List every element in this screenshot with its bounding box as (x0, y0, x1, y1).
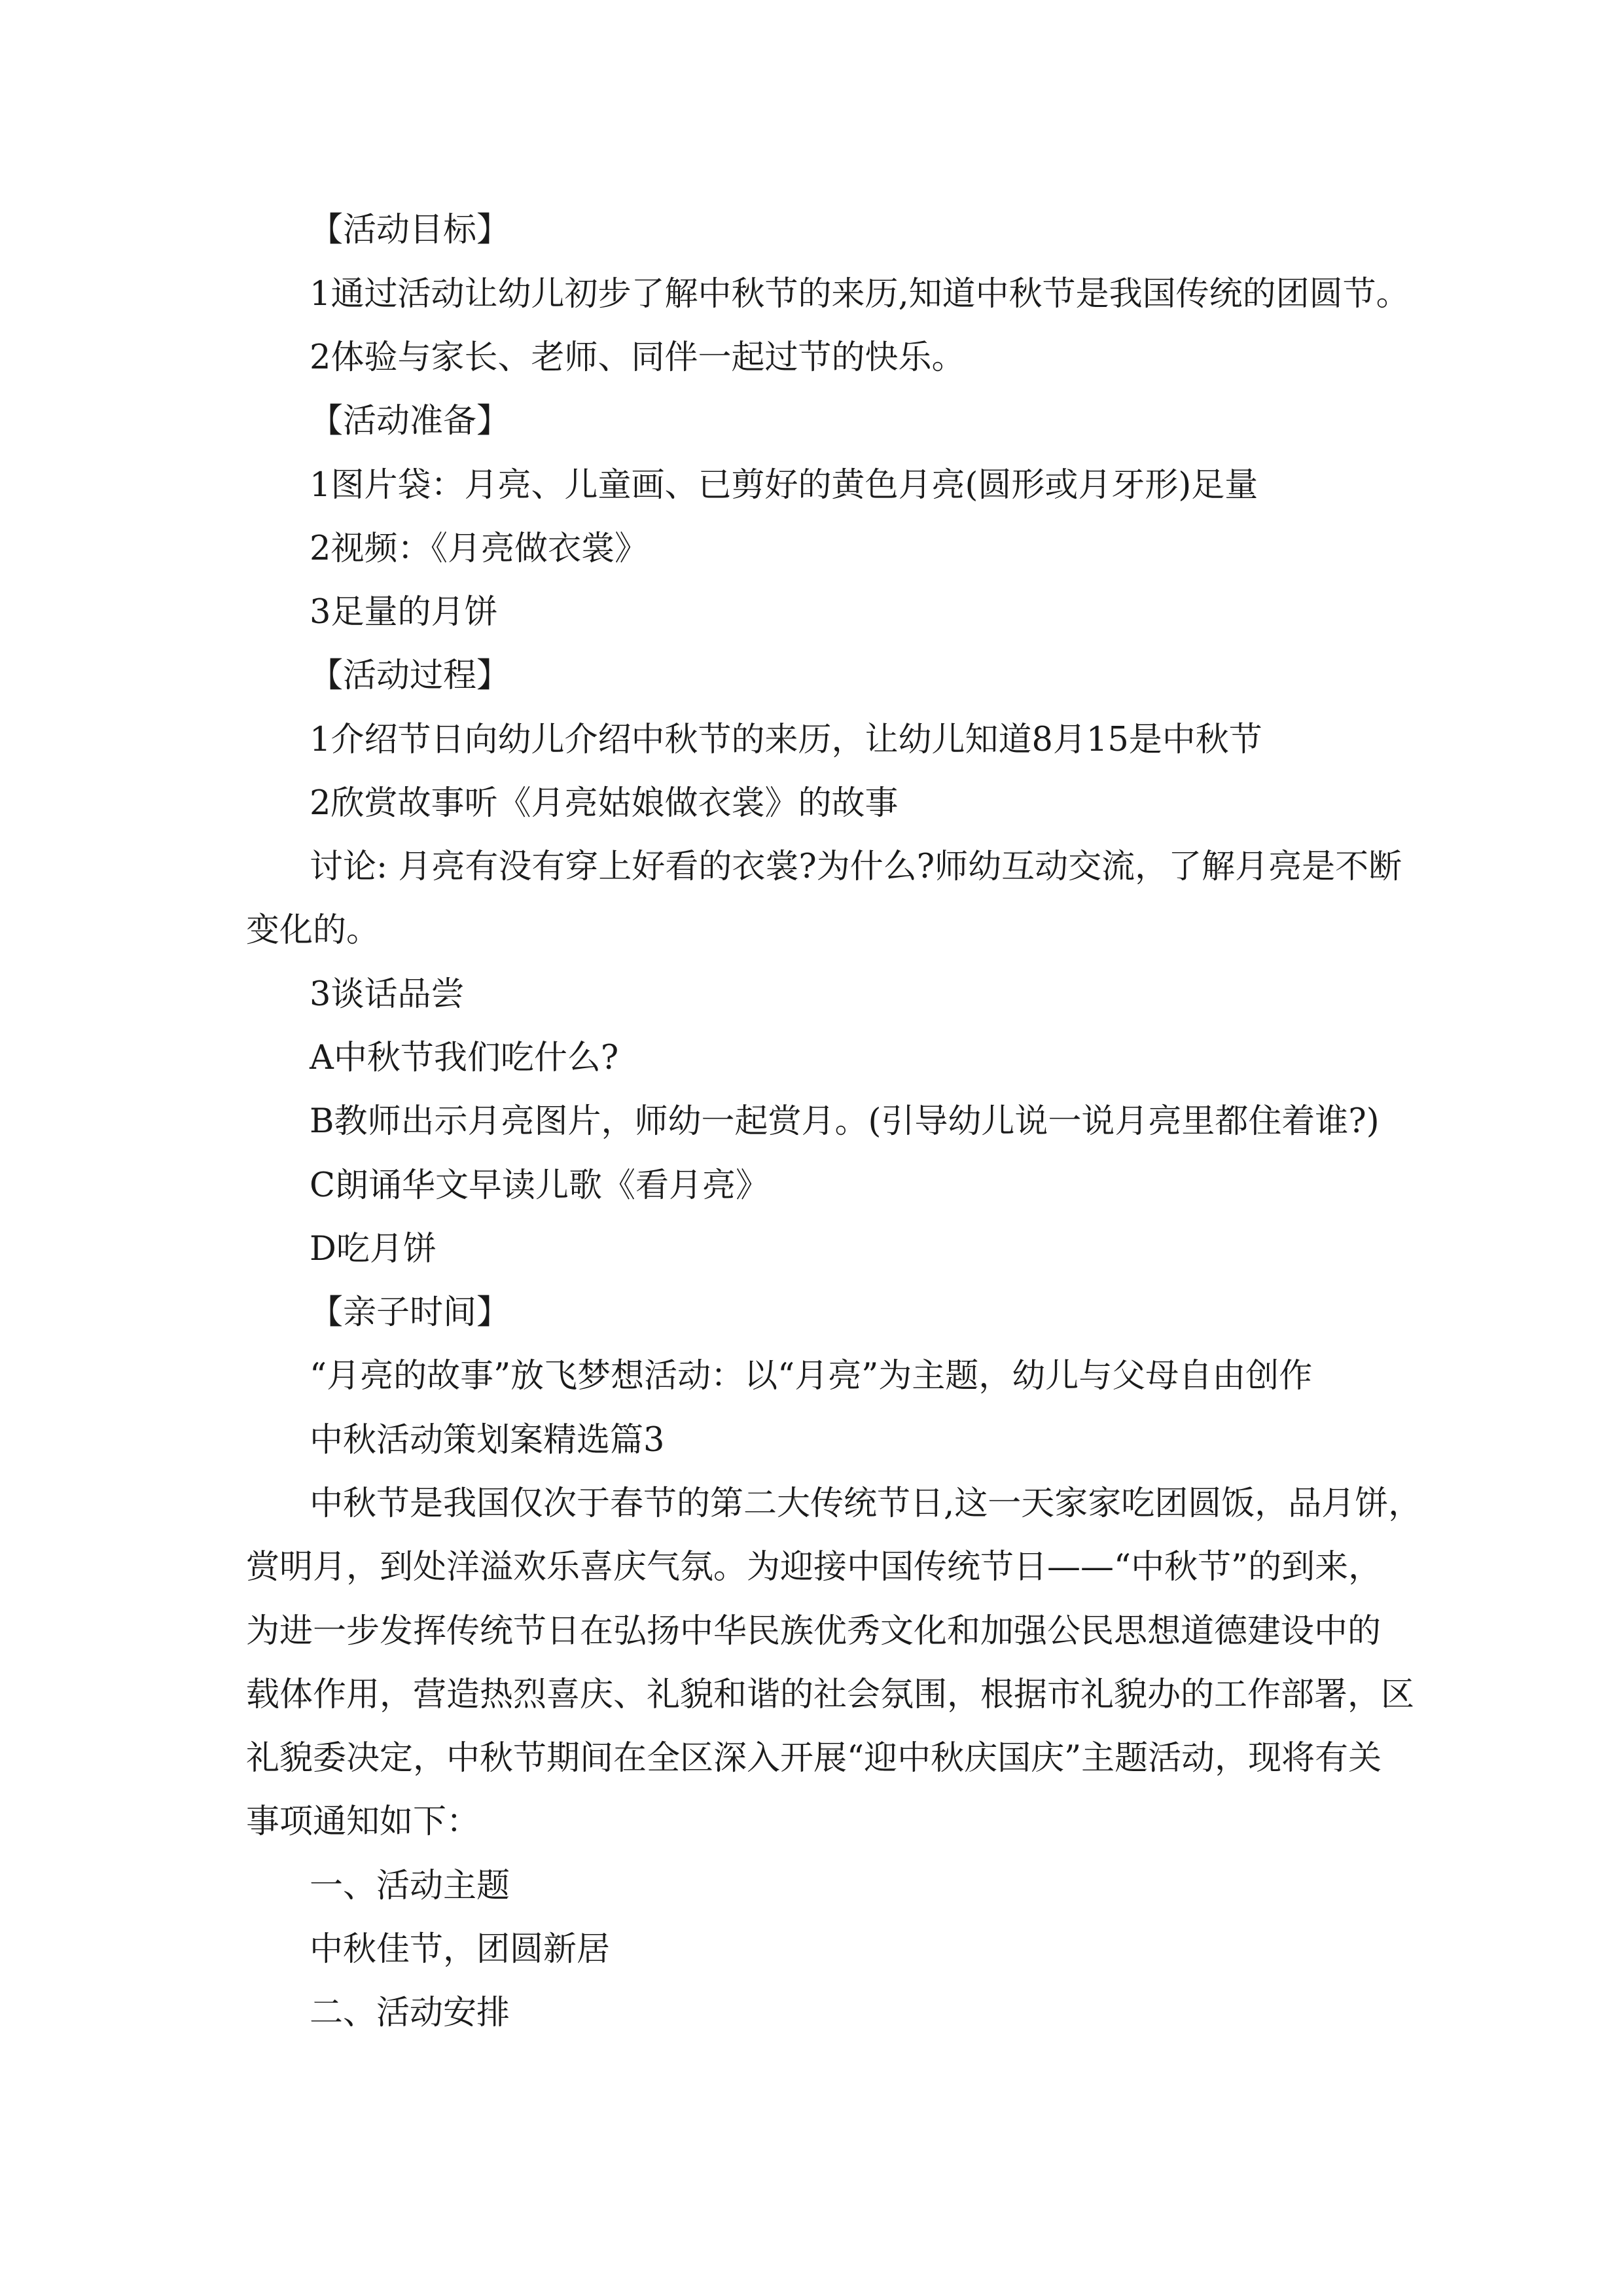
paragraph-line: 2欣赏故事听《月亮姑娘做衣裳》的故事 (310, 784, 899, 823)
section-title: 中秋活动策划案精选篇3 (310, 1421, 665, 1460)
heading-activity-process: 【活动过程】 (310, 656, 510, 695)
paragraph-line: 事项通知如下： (246, 1803, 480, 1841)
subheading-activity-theme: 一、活动主题 (310, 1867, 510, 1905)
paragraph-line: 1图片袋：月亮、儿童画、已剪好的黄色月亮(圆形或月牙形)足量 (310, 466, 1258, 505)
paragraph-line: C朗诵华文早读儿歌《看月亮》 (310, 1166, 770, 1205)
paragraph-line: 中秋佳节，团圆新居 (310, 1930, 611, 1969)
heading-activity-preparation: 【活动准备】 (310, 402, 510, 440)
paragraph-line: “月亮的故事”放飞梦想活动：以“月亮”为主题，幼儿与父母自由创作 (310, 1357, 1313, 1395)
paragraph-line: 赏明月，到处洋溢欢乐喜庆气氛。为迎接中国传统节日——“中秋节”的到来， (246, 1548, 1382, 1587)
heading-activity-goals: 【活动目标】 (310, 211, 510, 249)
paragraph-line: 礼貌委决定，中秋节期间在全区深入开展“迎中秋庆国庆”主题活动，现将有关 (246, 1739, 1382, 1778)
paragraph-line: 讨论: 月亮有没有穿上好看的衣裳?为什么?师幼互动交流，了解月亮是不断 (310, 848, 1402, 886)
paragraph-line: 2视频：《月亮做衣裳》 (310, 529, 648, 568)
subheading-activity-arrangement: 二、活动安排 (310, 1994, 510, 2032)
paragraph-line: 1通过活动让幼儿初步了解中秋节的来历,知道中秋节是我国传统的团圆节。 (310, 275, 1410, 314)
paragraph-line: 变化的。 (246, 911, 380, 950)
paragraph-line: 3足量的月饼 (310, 593, 498, 632)
paragraph-line: 1介绍节日向幼儿介绍中秋节的来历，让幼儿知道8月15是中秋节 (310, 721, 1262, 759)
paragraph-line: 中秋节是我国仅次于春节的第二大传统节日,这一天家家吃团圆饭，品月饼， (310, 1484, 1422, 1523)
paragraph-line: 载体作用，营造热烈喜庆、礼貌和谐的社会氛围，根据市礼貌办的工作部署，区 (246, 1676, 1415, 1714)
paragraph-line: B教师出示月亮图片，师幼一起赏月。(引导幼儿说一说月亮里都住着谁?) (310, 1102, 1380, 1141)
heading-parent-child-time: 【亲子时间】 (310, 1293, 510, 1332)
paragraph-line: A中秋节我们吃什么? (310, 1039, 619, 1077)
paragraph-line: D吃月饼 (310, 1230, 437, 1268)
paragraph-line: 为进一步发挥传统节日在弘扬中华民族优秀文化和加强公民思想道德建设中的 (246, 1612, 1382, 1651)
paragraph-line: 2体验与家长、老师、同伴一起过节的快乐。 (310, 338, 965, 377)
paragraph-line: 3谈话品尝 (310, 975, 465, 1014)
